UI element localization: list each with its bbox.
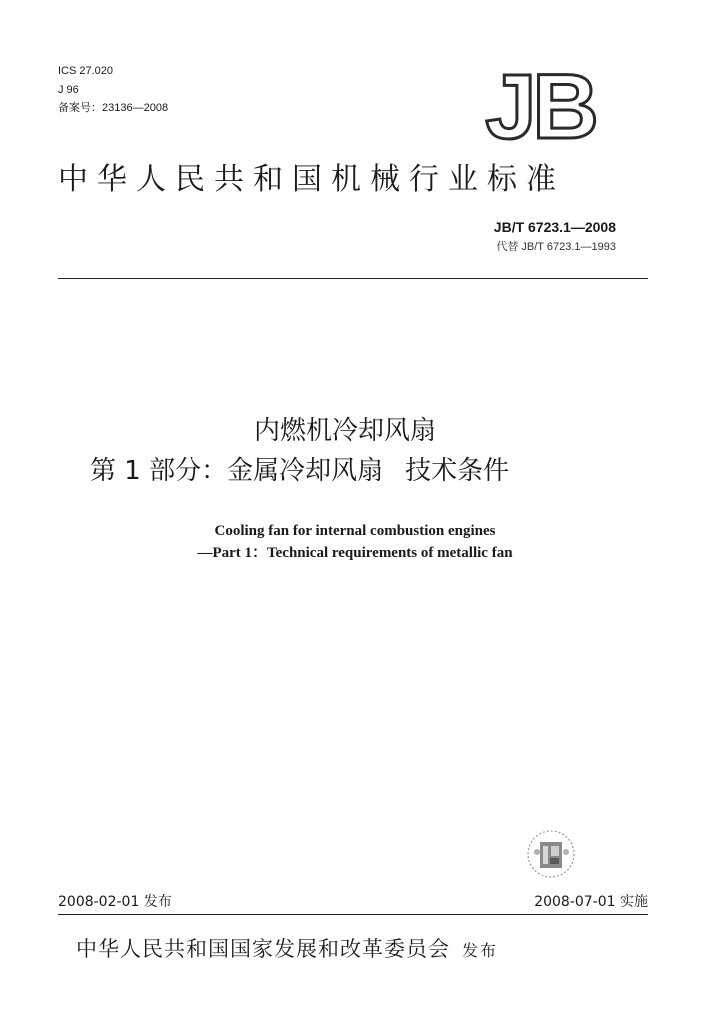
publisher-line — [76, 934, 656, 966]
classification-code: J 96 — [58, 84, 79, 96]
ics-code: ICS 27.020 — [58, 65, 114, 77]
publisher-suffix: 发布 — [462, 941, 499, 960]
english-title-line1: Cooling fan for internal combustion engines — [214, 523, 496, 539]
top-divider — [58, 278, 648, 279]
english-title-line2: —Part 1：Technical requirements of metallic fan — [197, 545, 513, 561]
standard-number: JB/T 6723.1—2008 — [493, 219, 616, 235]
publisher-seal-emblem — [520, 828, 582, 880]
bottom-divider — [58, 914, 648, 915]
svg-text:JB: JB — [485, 62, 595, 146]
main-title: 中华人民共和国机械行业标准 — [58, 162, 565, 197]
document-title-line2-part1: 第 1 部分：金属冷却风扇 — [90, 456, 384, 486]
issue-date: 2008-02-01 发布 — [58, 894, 172, 910]
filing-number: 备案号：23136—2008 — [58, 102, 169, 114]
effective-date: 2008-07-01 实施 — [534, 894, 648, 910]
document-title-line2 — [90, 452, 630, 490]
replaces-standard: 代替 JB/T 6723.1—1993 — [496, 241, 616, 253]
document-title-line1: 内燃机冷却风扇 — [253, 416, 436, 446]
publisher-name: 中华人民共和国国家发展和改革委员会 — [76, 937, 450, 961]
jb-logo — [476, 62, 604, 146]
document-title-line2-part2: 技术条件 — [405, 456, 510, 486]
